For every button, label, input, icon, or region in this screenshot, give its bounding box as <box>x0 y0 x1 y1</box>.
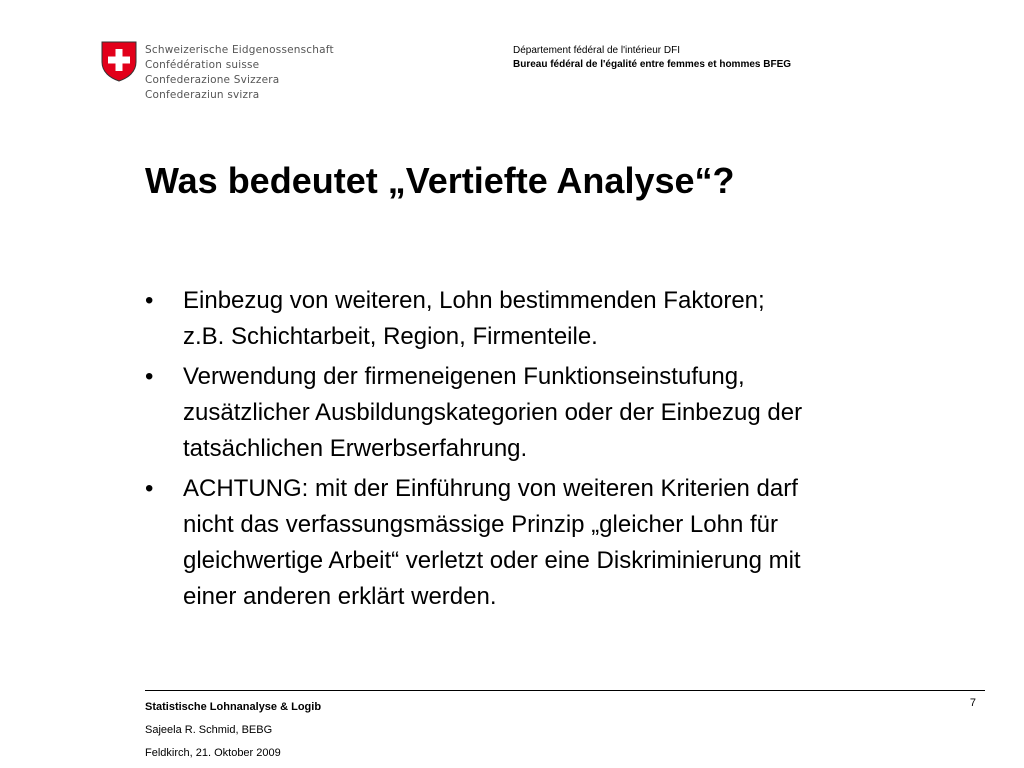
bullet-line: ACHTUNG: mit der Einführung von weiteren Kriterien darf <box>183 475 798 502</box>
confederation-name-rm: Confederaziun svizra <box>145 89 260 101</box>
swiss-coat-of-arms-icon <box>100 40 138 82</box>
page-number: 7 <box>969 697 976 709</box>
confederation-name-fr: Confédération suisse <box>145 59 260 71</box>
bullet-marker: • <box>145 475 154 502</box>
office-name: Bureau fédéral de l'égalité entre femmes et hommes BFEG <box>513 59 792 70</box>
footer-title: Statistische Lohnanalyse & Logib <box>145 701 322 713</box>
bullet-line: nicht das verfassungsmässige Prinzip „gleicher Lohn für <box>183 511 778 538</box>
bullet-item <box>145 471 965 615</box>
bullet-line: z.B. Schichtarbeit, Region, Firmenteile. <box>183 323 598 350</box>
bullet-list <box>145 283 965 619</box>
bullet-marker: • <box>145 287 154 314</box>
bullet-line: einer anderen erklärt werden. <box>183 583 497 610</box>
bullet-line: tatsächlichen Erwerbserfahrung. <box>183 435 528 462</box>
confederation-name-de: Schweizerische Eidgenossenschaft <box>145 44 334 56</box>
slide-title: Was bedeutet „Vertiefte Analyse“? <box>145 160 735 201</box>
bullet-line: Verwendung der firmeneigenen Funktionseinstufung, <box>183 363 745 390</box>
department-info <box>513 44 791 72</box>
confederation-name-it: Confederazione Svizzera <box>145 74 280 86</box>
bullet-line: zusätzlicher Ausbildungskategorien oder der Einbezug der <box>183 399 803 426</box>
bullet-line: Einbezug von weiteren, Lohn bestimmenden Faktoren; <box>183 287 765 314</box>
bullet-item <box>145 359 965 467</box>
bullet-line: gleichwertige Arbeit“ verletzt oder eine Diskriminierung mit <box>183 547 801 574</box>
footer-author: Sajeela R. Schmid, BEBG <box>145 724 273 736</box>
bullet-item <box>145 283 965 355</box>
footer <box>145 696 321 765</box>
bullet-marker: • <box>145 363 154 390</box>
footer-divider <box>145 690 985 691</box>
confederation-names <box>145 43 334 103</box>
department-name: Département fédéral de l'intérieur DFI <box>513 45 680 56</box>
footer-place-date: Feldkirch, 21. Oktober 2009 <box>145 747 281 759</box>
